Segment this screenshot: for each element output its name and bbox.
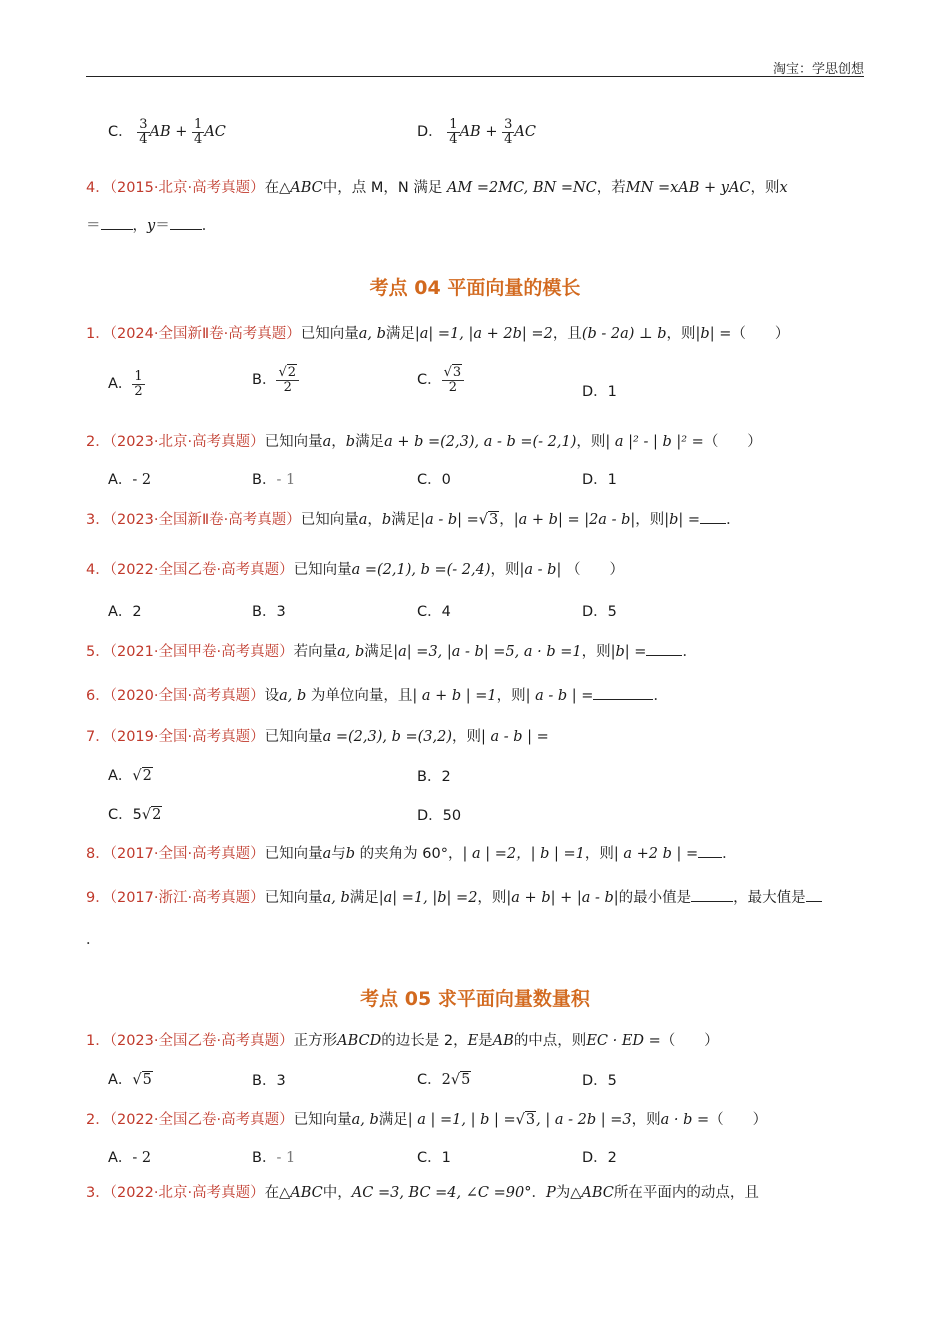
page-header: [86, 56, 864, 77]
answer-blank: [691, 901, 733, 902]
top-option-d: D． $\frac{1}{4}$ AB + $\frac{3}{4}$ AC: [417, 117, 536, 147]
s04-q1-option-c: C． $\frac{√3}{2}$: [417, 366, 464, 394]
s04-question-9-tail: ．: [86, 932, 101, 948]
s04-q4-option-b: B．3: [252, 604, 286, 620]
s04-q7-option-c: C．5√2: [108, 807, 162, 823]
answer-blank: [101, 229, 133, 230]
s04-q1-option-b: B． $\frac{√2}{2}$: [252, 366, 299, 394]
s04-question-9: 9．（2017·浙江·高考真题）已知向量a, b满足|a| =1, |b| =2，则|a + b| + |a - b|的最小值是 ，最大值是: [86, 886, 864, 907]
s04-q2-option-c: C．0: [417, 472, 451, 488]
s05-q1-option-c: C．2√5: [417, 1072, 471, 1088]
s04-q2-option-a: A．- 2: [108, 472, 152, 488]
section-title-04: 考点 04 平面向量的模长: [369, 277, 581, 299]
s05-question-1: 1．（2023·全国乙卷·高考真题）正方形ABCD的边长是 2，E是AB的中点，则EC · ED =（ ）: [86, 1033, 719, 1049]
s04-question-1: 1．（2024·全国新Ⅱ卷·高考真题）已知向量a, b满足|a| =1, |a + 2b| =2，且(b - 2a) ⊥ b，则|b| =（ ）: [86, 326, 790, 342]
s04-question-6: 6．（2020·全国·高考真题）设a, b 为单位向量，且| a + b | =1，则| a - b | = ．: [86, 688, 668, 704]
answer-blank: [593, 699, 653, 700]
s04-q1-option-a: A． $\frac{1}{2}$: [108, 369, 143, 399]
answer-blank: [700, 523, 726, 524]
s04-question-2: 2．（2023·北京·高考真题）已知向量a，b满足a + b =(2,3), a - b =(- 2,1)，则| a |² - | b |² =（ ）: [86, 434, 762, 450]
s04-question-3: 3．（2023·全国新Ⅱ卷·高考真题）已知向量a，b满足|a - b| =√3，|a + b| = |2a - b|，则|b| = ．: [86, 512, 741, 528]
question-2015-beijing: 4．（2015·北京·高考真题）在△ABC中，点 M，N 满足 AM =2MC, BN =NC，若MN =xAB + yAC，则x: [86, 180, 788, 196]
s04-q7-option-a: A．√2: [108, 768, 152, 784]
s05-q1-option-d: D．5: [582, 1073, 617, 1089]
top-option-c: C． $\frac{3}{4}$ AB + $\frac{1}{4}$ AC: [108, 117, 226, 147]
s04-q2-option-d: D．1: [582, 472, 617, 488]
s04-q4-option-a: A．2: [108, 604, 142, 620]
header-text: 淘宝：学思创想: [772, 62, 864, 77]
s04-question-8: 8．（2017·全国·高考真题）已知向量a与b 的夹角为 60°，| a | =2，| b | =1，则| a +2 b | = ．: [86, 846, 737, 862]
s05-q2-option-b: B．- 1: [252, 1150, 296, 1166]
s04-q1-option-d: D．1: [582, 384, 617, 400]
s04-question-4: 4．（2022·全国乙卷·高考真题）已知向量a =(2,1), b =(- 2,4)，则|a - b| （ ）: [86, 562, 624, 578]
s05-question-2: 2．（2022·全国乙卷·高考真题）已知向量a, b满足| a | =1, | b | =√3, | a - 2b | =3，则a · b =（ ）: [86, 1112, 768, 1128]
s04-q7-option-d: D．50: [417, 808, 462, 824]
section-title-05: 考点 05 求平面向量数量积: [360, 988, 590, 1010]
answer-blank: [806, 901, 822, 902]
answer-blank: [646, 655, 682, 656]
s05-q2-option-d: D．2: [582, 1150, 617, 1166]
s05-q1-option-b: B．3: [252, 1073, 286, 1089]
s04-q2-option-b: B．- 1: [252, 472, 296, 488]
answer-blank: [698, 857, 722, 858]
s04-question-5: 5．（2021·全国甲卷·高考真题）若向量a, b满足|a| =3, |a - b| =5, a · b =1，则|b| = ．: [86, 644, 697, 660]
s04-q4-option-d: D．5: [582, 604, 617, 620]
s05-q2-option-c: C．1: [417, 1150, 451, 1166]
s05-q1-option-a: A．√5: [108, 1072, 152, 1088]
s05-question-3: 3．（2022·北京·高考真题）在△ABC中，AC =3, BC =4, ∠C =90°．P为△ABC所在平面内的动点，且: [86, 1185, 759, 1201]
s05-q2-option-a: A．- 2: [108, 1150, 152, 1166]
question-2015-beijing-line2: ＝ ，y＝ ．: [86, 218, 217, 234]
answer-blank: [170, 229, 202, 230]
s04-q4-option-c: C．4: [417, 604, 451, 620]
s04-question-7: 7．（2019·全国·高考真题）已知向量a =(2,3), b =(3,2)，则| a - b | =: [86, 729, 549, 745]
s04-q7-option-b: B．2: [417, 769, 451, 785]
